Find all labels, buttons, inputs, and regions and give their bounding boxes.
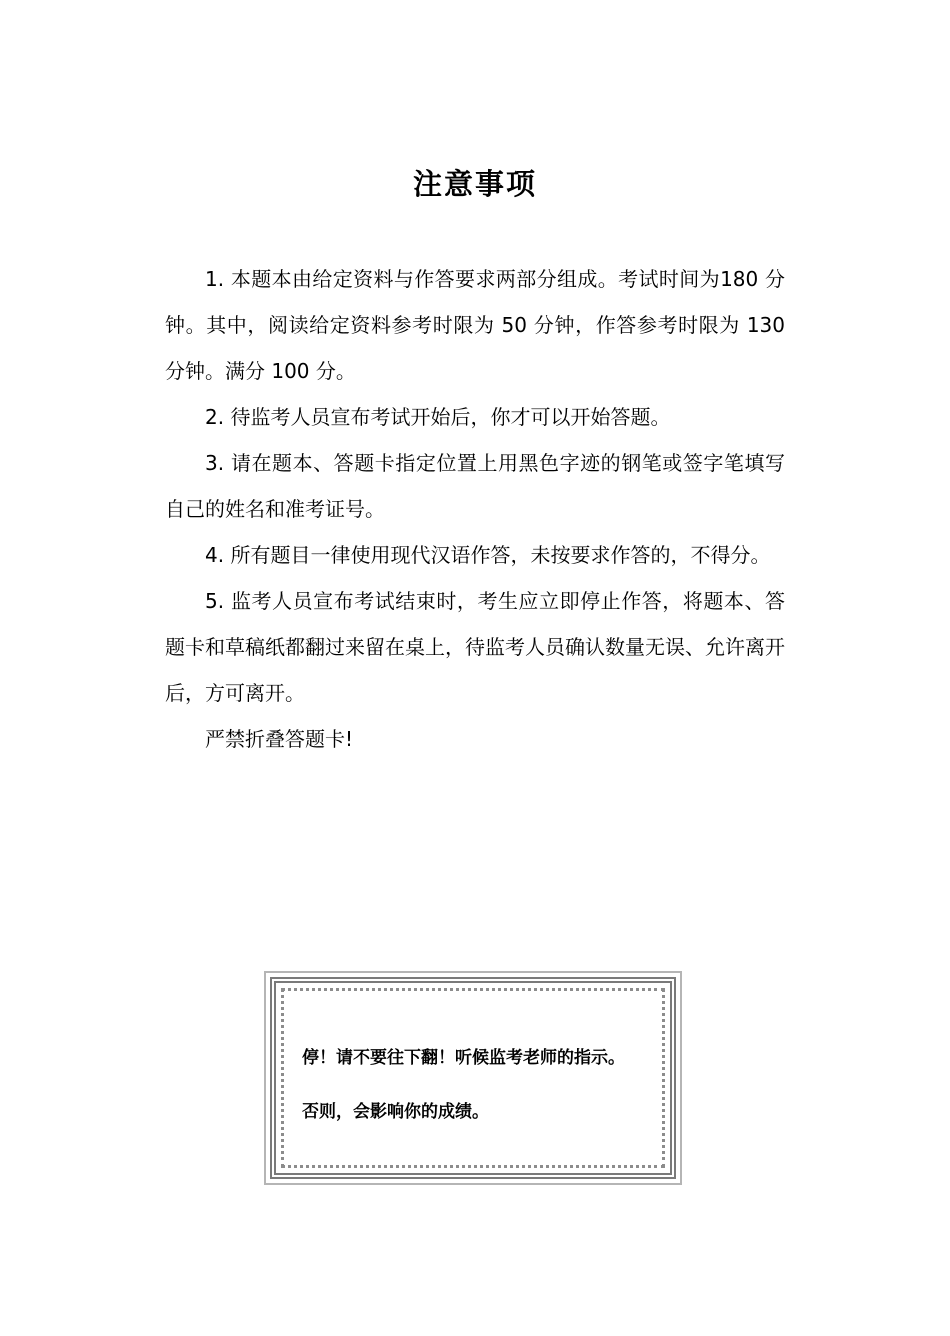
notice-item-2: 2. 待监考人员宣布考试开始后，你才可以开始答题。: [205, 405, 671, 429]
notice-list: [165, 256, 785, 762]
notice-warning: 严禁折叠答题卡!: [205, 727, 354, 751]
decorative-border-frame: [270, 977, 676, 1179]
stop-notice-line-1: 停！请不要往下翻！听候监考老师的指示。: [302, 1048, 625, 1068]
page-title: 注意事项: [412, 167, 537, 201]
notice-item-3: 3. 请在题本、答题卡指定位置上用黑色字迹的钢笔或签字笔填写自己的姓名和准考证号。: [165, 451, 785, 521]
notice-item-5: 5. 监考人员宣布考试结束时，考生应立即停止作答，将题本、答题卡和草稿纸都翻过来留在桌上，待监考人员确认数量无误、允许离开后，方可离开。: [165, 589, 785, 705]
stop-notice-line-2: 否则，会影响你的成绩。: [302, 1102, 489, 1122]
notice-item-1: 1. 本题本由给定资料与作答要求两部分组成。考试时间为180 分钟。其中，阅读给定资料参考时限为 50 分钟，作答参考时限为 130 分钟。满分 100 分。: [165, 267, 785, 383]
notice-item-4: 4. 所有题目一律使用现代汉语作答，未按要求作答的，不得分。: [205, 543, 771, 567]
decorative-border-inner: [281, 988, 665, 1168]
